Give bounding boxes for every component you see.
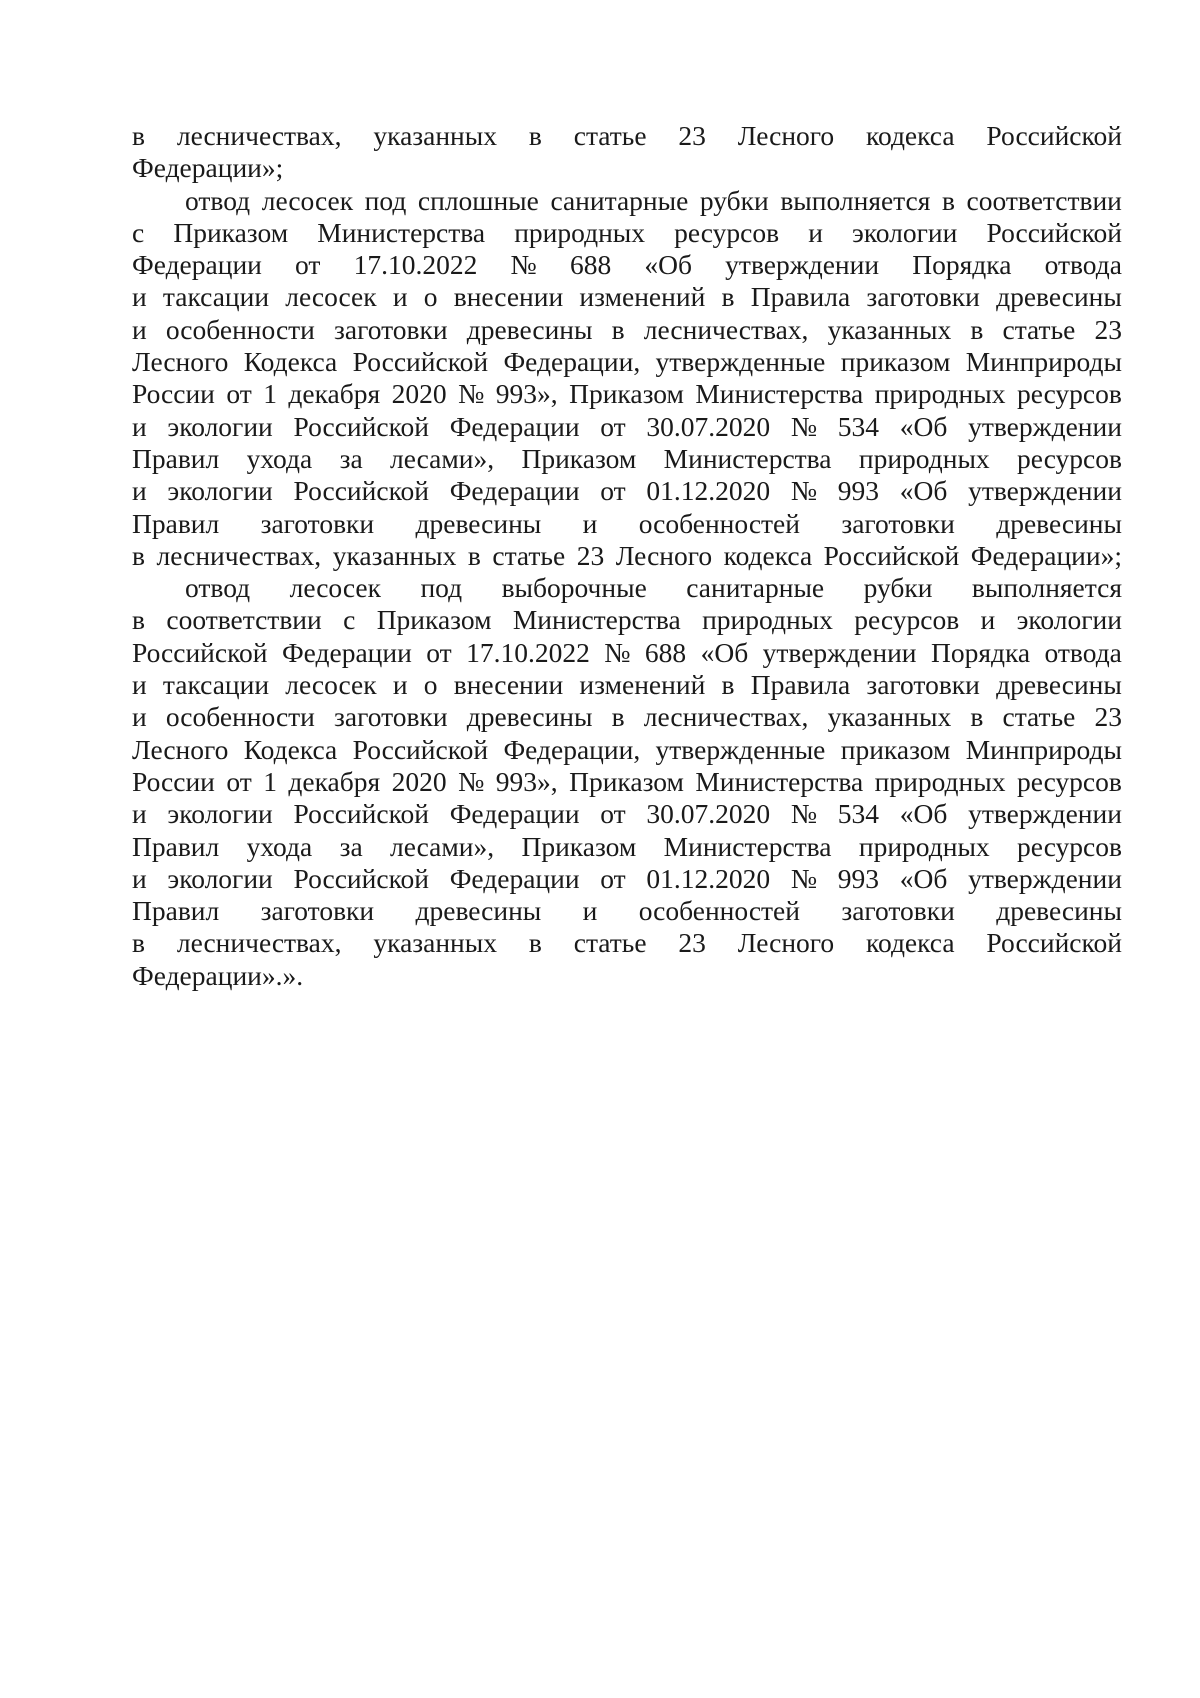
text-word: под [420, 572, 463, 604]
text-word: изменений [579, 669, 706, 701]
text-word: особенностей [638, 507, 800, 539]
text-word: древесины [415, 507, 542, 539]
text-word: древесины [466, 313, 593, 345]
text-line [132, 217, 1122, 249]
text-word: и [582, 895, 598, 927]
text-word: и [582, 507, 598, 539]
text-word: № [790, 798, 818, 830]
text-word: и [132, 798, 147, 830]
text-word: Российской [132, 636, 268, 668]
text-word: заготовки [866, 281, 980, 313]
text-word: Кодекса [243, 733, 338, 765]
text-word: Приказом [376, 604, 492, 636]
text-line [132, 701, 1122, 733]
text-word: от [426, 636, 452, 668]
text-word: № [510, 249, 537, 281]
text-word: 01.12.2020 [646, 475, 771, 507]
text-word: Министерства [317, 216, 486, 248]
text-line [132, 540, 1122, 572]
text-word: России [132, 765, 215, 797]
text-line [132, 766, 1122, 798]
text-word: лесосек [261, 184, 354, 216]
text-word: отвода [1044, 636, 1122, 668]
text-word: № [790, 475, 818, 507]
text-word: Федерации [449, 798, 580, 830]
text-word: заготовки [334, 313, 448, 345]
text-word: Правил [132, 507, 220, 539]
text-word: Федерации [449, 410, 580, 442]
text-word: Минприроды [965, 733, 1122, 765]
text-word: лесничествах, [176, 927, 342, 959]
text-word: указанных [332, 539, 457, 571]
text-word: за [339, 830, 363, 862]
text-word: Порядка [912, 249, 1012, 281]
text-word: в [611, 701, 625, 733]
text-word: экологии [167, 798, 273, 830]
text-word: Министерства [512, 604, 681, 636]
text-word: древесины [415, 895, 542, 927]
text-word: выборочные [501, 572, 647, 604]
text-word: и [808, 216, 823, 248]
text-word: Правил [132, 442, 220, 474]
text-word: Приказом [569, 378, 684, 410]
text-word: соответствии [966, 184, 1122, 216]
text-word: выполняется [780, 184, 931, 216]
text-word: Министерства [663, 830, 832, 862]
text-word: за [339, 442, 363, 474]
text-line [132, 960, 1122, 992]
text-line [132, 120, 1122, 152]
text-word: кодекса [866, 120, 955, 151]
text-line [132, 604, 1122, 636]
text-word: Федерации, [503, 346, 641, 378]
text-word: и [132, 313, 147, 345]
text-word: «Об [899, 475, 948, 507]
text-word: природных [514, 216, 646, 248]
text-word: в [611, 313, 625, 345]
text-line [132, 411, 1122, 443]
text-word: и [132, 701, 147, 733]
text-word: природных [874, 378, 1006, 410]
text-word: Лесного [737, 927, 835, 959]
text-word: утверждении [968, 862, 1122, 894]
text-line [132, 572, 1122, 604]
text-word: 23 [678, 927, 706, 959]
text-word: от [600, 475, 626, 507]
text-word: «Об [899, 862, 948, 894]
text-word: указанных [827, 701, 952, 733]
text-line [132, 863, 1122, 895]
text-word: № [790, 862, 818, 894]
text-word: Порядка [930, 636, 1031, 668]
text-word: утвержденные [655, 733, 826, 765]
text-word: особенности [165, 701, 315, 733]
text-word: внесении [453, 281, 564, 313]
text-line [132, 314, 1122, 346]
text-word: о [423, 669, 438, 701]
text-word: ресурсов [1016, 765, 1122, 797]
text-word: Российской [293, 862, 429, 894]
text-word: под [364, 184, 407, 216]
text-word: древесины [996, 895, 1122, 927]
text-word: и [132, 669, 147, 701]
text-word: Федерации [449, 475, 580, 507]
text-word: Российской [293, 410, 429, 442]
text-word: от [226, 765, 252, 797]
text-word: декабря [288, 378, 381, 410]
text-word: 993 [837, 862, 880, 894]
text-word: Федерации [281, 636, 412, 668]
text-line [132, 831, 1122, 863]
text-line [132, 798, 1122, 830]
text-word: 688 [644, 636, 687, 668]
text-word: и [392, 669, 408, 701]
text-word: экологии [1016, 604, 1122, 636]
text-word: Минприроды [965, 346, 1122, 378]
text-word: в [132, 120, 145, 151]
text-word: экологии [167, 862, 273, 894]
text-word: древесины [996, 281, 1122, 313]
text-word: лесничествах, [176, 120, 342, 151]
text-word: Приказом [569, 765, 684, 797]
text-word: 1 [263, 378, 277, 410]
text-word: экологии [167, 410, 273, 442]
text-word: Правила [750, 281, 851, 313]
text-line [132, 669, 1122, 701]
text-word: Министерства [695, 378, 864, 410]
text-word: Правил [132, 895, 220, 927]
text-word: «Об [899, 410, 948, 442]
text-word: и [132, 410, 147, 442]
text-word: древесины [996, 507, 1122, 539]
text-word: 23 [576, 539, 605, 571]
text-word: отвод [185, 184, 251, 216]
text-word: утверждении [725, 249, 880, 281]
text-word: лесничествах, [156, 539, 322, 571]
text-word: в [132, 539, 145, 571]
text-word: статье [573, 927, 647, 959]
text-word: в [721, 281, 735, 313]
text-word: отвод [185, 572, 251, 604]
text-word: экологии [167, 475, 273, 507]
text-word: утверждении [968, 475, 1122, 507]
text-word: № [604, 636, 631, 668]
text-word: от [600, 798, 626, 830]
text-word: 17.10.2022 [466, 636, 590, 668]
text-word: лесосек [289, 572, 381, 604]
text-word: 1 [263, 765, 277, 797]
text-word: Российской [352, 733, 489, 765]
text-word: Российской [352, 346, 489, 378]
text-word: Федерации [132, 249, 262, 281]
text-word: Приказом [173, 216, 289, 248]
text-word: Федерации»; [132, 152, 284, 184]
document-body-text [132, 120, 1122, 992]
text-word: Федерации».». [132, 959, 304, 991]
text-word: указанных [373, 120, 498, 151]
text-word: Приказом [521, 830, 637, 862]
text-word: № [458, 765, 485, 797]
text-word: санитарные [550, 184, 689, 216]
text-word: природных [858, 830, 990, 862]
text-word: Лесного [615, 539, 713, 571]
text-word: Правила [750, 669, 851, 701]
text-word: особенности [165, 313, 315, 345]
text-word: Российской [986, 120, 1122, 151]
text-word: Министерства [663, 442, 832, 474]
text-word: 01.12.2020 [646, 862, 771, 894]
text-word: Лесного [737, 120, 835, 151]
text-word: природных [858, 442, 990, 474]
text-word: в [528, 120, 542, 151]
text-word: сплошные [417, 184, 539, 216]
text-word: лесосек [285, 281, 377, 313]
text-word: в [941, 184, 955, 216]
text-word: кодекса [723, 539, 813, 571]
text-line [132, 152, 1122, 184]
text-word: в [467, 539, 481, 571]
text-line [132, 927, 1122, 959]
text-word: Федерации, [503, 733, 641, 765]
text-line [132, 249, 1122, 281]
text-word: приказом [840, 346, 951, 378]
text-word: и [980, 604, 996, 636]
text-word: «Об [899, 798, 948, 830]
text-word: в [721, 669, 735, 701]
text-word: Российской [823, 539, 960, 571]
text-word: 30.07.2020 [646, 798, 771, 830]
text-word: ресурсов [1016, 378, 1122, 410]
text-word: Российской [986, 216, 1122, 248]
text-word: о [423, 281, 438, 313]
text-word: России [132, 378, 215, 410]
text-word: Правил [132, 830, 220, 862]
text-word: 23 [1094, 701, 1122, 733]
text-line [132, 185, 1122, 217]
text-word: природных [702, 604, 833, 636]
text-word: 23 [678, 120, 706, 151]
text-word: и [132, 281, 147, 313]
text-word: 17.10.2022 [353, 249, 478, 281]
text-word: указанных [373, 927, 498, 959]
text-word: утвержденные [655, 346, 826, 378]
text-word: заготовки [841, 895, 955, 927]
text-word: в [970, 313, 984, 345]
text-word: кодекса [866, 927, 955, 959]
text-word: статье [1002, 701, 1076, 733]
text-word: Министерства [695, 765, 864, 797]
text-word: заготовки [841, 507, 955, 539]
text-line [132, 281, 1122, 313]
text-word: «Об [700, 636, 749, 668]
text-word: ресурсов [674, 216, 780, 248]
text-word: утверждении [762, 636, 917, 668]
text-word: древесины [996, 669, 1122, 701]
text-line [132, 508, 1122, 540]
text-word: ухода [246, 442, 313, 474]
text-word: и [132, 862, 147, 894]
text-word: статье [492, 539, 566, 571]
text-word: 993», [495, 378, 558, 410]
text-word: санитарные [686, 572, 825, 604]
text-word: статье [1002, 313, 1076, 345]
text-word: в [970, 701, 984, 733]
text-word: особенностей [638, 895, 800, 927]
text-word: соответствии [166, 604, 322, 636]
text-word: с [132, 216, 145, 248]
text-word: изменений [579, 281, 706, 313]
text-word: статье [573, 120, 647, 151]
text-word: приказом [840, 733, 951, 765]
text-word: ресурсов [1017, 830, 1122, 862]
text-word: ухода [246, 830, 313, 862]
text-word: заготовки [260, 895, 375, 927]
text-word: 534 [837, 798, 880, 830]
text-word: декабря [288, 765, 381, 797]
text-word: ресурсов [1017, 442, 1122, 474]
text-word: от [600, 862, 626, 894]
text-line [132, 637, 1122, 669]
text-line [132, 734, 1122, 766]
text-word: внесении [453, 669, 564, 701]
text-word: таксации [162, 281, 270, 313]
text-word: Лесного [132, 346, 229, 378]
text-word: лесами», [390, 830, 495, 862]
text-word: лесничествах, [643, 313, 809, 345]
text-word: природных [874, 765, 1006, 797]
text-word: № [790, 410, 818, 442]
text-line [132, 378, 1122, 410]
text-word: Федерации [449, 862, 580, 894]
text-word: рубки [699, 184, 769, 216]
text-word: и [392, 281, 408, 313]
text-word: таксации [162, 669, 270, 701]
text-word: лесосек [285, 669, 377, 701]
text-word: 993 [837, 475, 880, 507]
text-word: и [132, 475, 147, 507]
text-line [132, 895, 1122, 927]
text-word: 2020 [391, 378, 447, 410]
text-word: 2020 [391, 765, 447, 797]
text-word: ресурсов [854, 604, 960, 636]
text-word: Федерации»; [970, 539, 1122, 571]
text-word: № [458, 378, 485, 410]
text-line [132, 346, 1122, 378]
text-word: в [132, 604, 145, 636]
text-word: указанных [827, 313, 952, 345]
text-word: древесины [466, 701, 593, 733]
text-word: Российской [293, 475, 429, 507]
text-word: Кодекса [243, 346, 338, 378]
text-word: с [343, 604, 356, 636]
text-word: лесничествах, [643, 701, 809, 733]
text-word: Лесного [132, 733, 229, 765]
text-word: заготовки [866, 669, 980, 701]
text-word: 30.07.2020 [646, 410, 771, 442]
text-word: заготовки [260, 507, 375, 539]
text-word: заготовки [334, 701, 448, 733]
text-word: утверждении [968, 798, 1122, 830]
text-line [132, 475, 1122, 507]
text-word: Российской [293, 798, 429, 830]
text-word: от [295, 249, 321, 281]
text-word: Приказом [521, 442, 637, 474]
text-word: выполняется [971, 572, 1122, 604]
text-word: «Об [644, 249, 692, 281]
text-word: рубки [863, 572, 933, 604]
text-word: экологии [852, 216, 958, 248]
text-word: от [600, 410, 626, 442]
text-word: 688 [569, 249, 612, 281]
text-word: утверждении [968, 410, 1122, 442]
text-word: Российской [986, 927, 1122, 959]
text-word: 993», [495, 765, 558, 797]
text-word: отвода [1044, 249, 1122, 281]
text-word: лесами», [390, 442, 495, 474]
text-word: в [132, 927, 145, 959]
text-word: от [226, 378, 252, 410]
text-word: в [528, 927, 542, 959]
text-line [132, 443, 1122, 475]
text-word: 534 [837, 410, 880, 442]
text-word: 23 [1094, 313, 1122, 345]
